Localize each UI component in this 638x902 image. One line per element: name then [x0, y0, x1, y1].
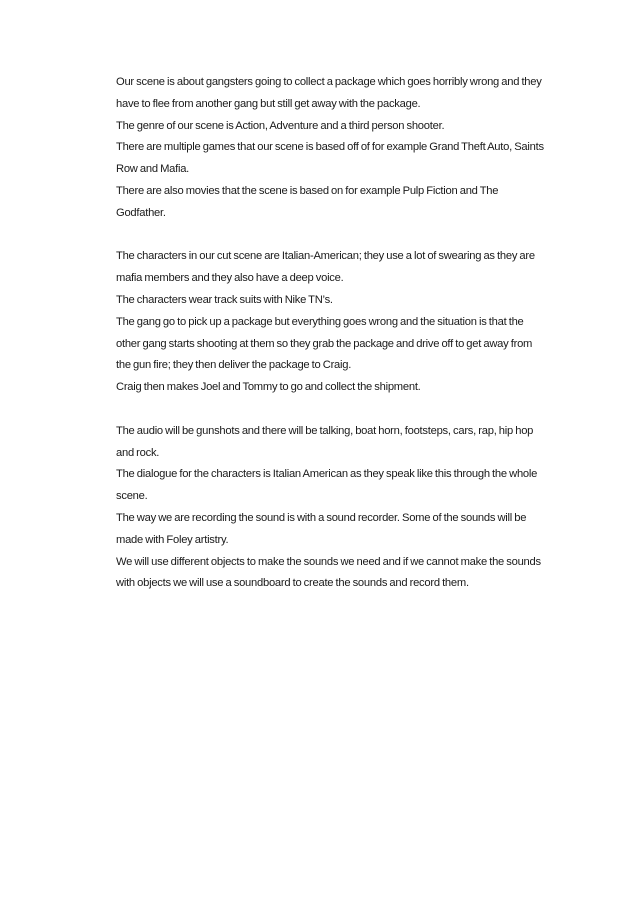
document-body — [116, 72, 566, 595]
text-line: made with Foley artistry. — [116, 533, 229, 546]
text-line: The gang go to pick up a package but everything goes wrong and the situation is that the — [116, 315, 524, 328]
text-line: The characters wear track suits with Nike TN’s. — [116, 293, 333, 306]
text-line: Our scene is about gangsters going to collect a package which goes horribly wrong and they — [116, 76, 542, 88]
paragraph-spacer — [116, 225, 566, 247]
text-line: Craig then makes Joel and Tommy to go and collect the shipment. — [116, 381, 421, 394]
text-line: The characters in our cut scene are Italian-American; they use a lot of swearing as they are — [116, 250, 535, 263]
text-line: and rock. — [116, 446, 160, 459]
paragraph-spacer — [116, 399, 566, 421]
text-line: The way we are recording the sound is with a sound recorder. Some of the sounds will be — [116, 511, 527, 524]
paragraph-audio — [116, 421, 566, 595]
text-line: The audio will be gunshots and there will be talking, boat horn, footsteps, cars, rap, hip hop — [116, 424, 534, 437]
text-line: There are also movies that the scene is based on for example Pulp Fiction and The — [116, 184, 499, 197]
text-line: Row and Mafia. — [116, 163, 190, 176]
text-line: with objects we will use a soundboard to create the sounds and record them. — [116, 577, 469, 590]
text-line: We will use different objects to make the sounds we need and if we cannot make the sounds — [116, 555, 541, 568]
text-line: scene. — [116, 490, 148, 503]
text-line: have to flee from another gang but still get away with the package. — [116, 97, 421, 110]
text-line: mafia members and they also have a deep voice. — [116, 272, 344, 285]
text-line: The dialogue for the characters is Italian American as they speak like this through the whole — [116, 468, 538, 481]
paragraph-story — [116, 72, 566, 225]
text-line: The genre of our scene is Action, Adventure and a third person shooter. — [116, 119, 445, 132]
text-line: There are multiple games that our scene is based off of for example Grand Theft Auto, Saints — [116, 141, 544, 154]
text-line: other gang starts shooting at them so they grab the package and drive off to get away from — [116, 337, 533, 350]
text-line: the gun fire; they then deliver the package to Craig. — [116, 359, 352, 372]
paragraph-characters — [116, 246, 566, 399]
text-line: Godfather. — [116, 206, 166, 219]
